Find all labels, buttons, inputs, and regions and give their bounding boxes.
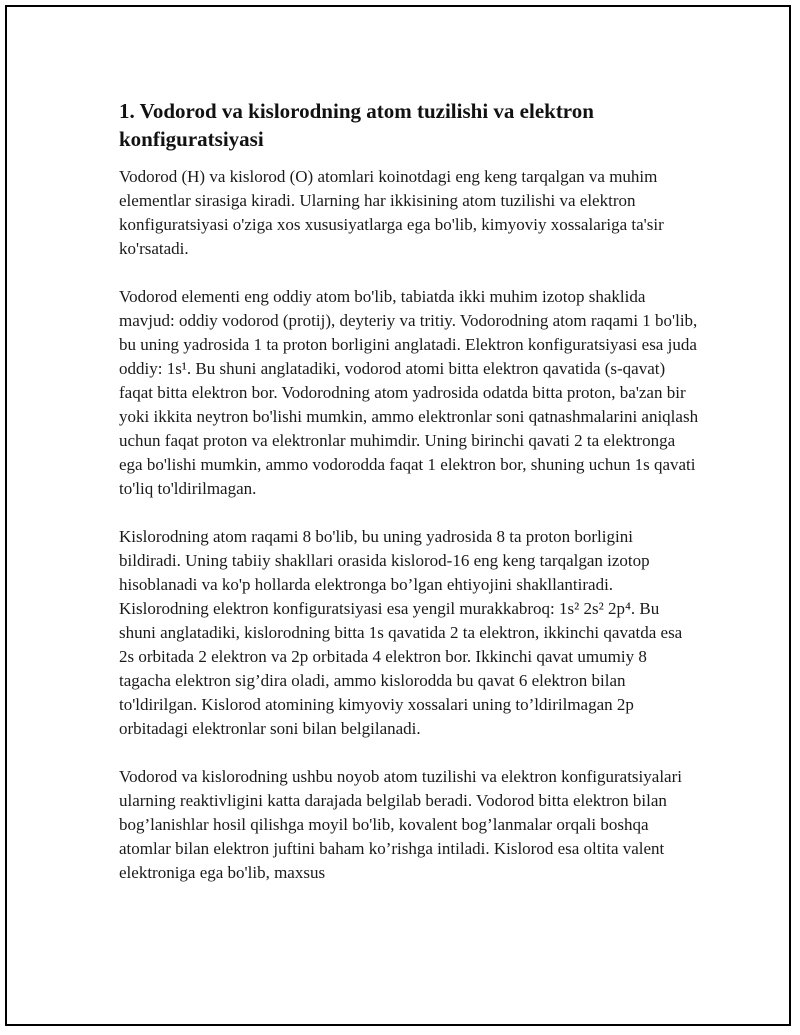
document-body bbox=[119, 97, 699, 909]
section-heading: 1. Vodorod va kislorodning atom tuzilishi va elektron konfiguratsiyasi bbox=[119, 99, 594, 151]
paragraph-hydrogen: Vodorod elementi eng oddiy atom bo'lib, tabiatda ikki muhim izotop shaklida mavjud: oddiy vodorod (protij), deyteriy va tritiy. Vodorodning atom raqami 1 bo'lib, bu uning yadrosida 1 ta proton borligini anglatadi. Elektron konfiguratsiyasi esa juda oddiy: 1s¹. Bu shuni anglatadiki, vodorod atomi bitta elektron qavatida (s-qavat) faqat bitta elektron bor. Vodorodning atom yadrosida odatda bitta proton, ba'zan bir yoki ikkita neytron bo'lishi mumkin, ammo elektronlar soni qatnashmalarini aniqlash uchun faqat proton va elektronlar muhimdir. Uning birinchi qavati 2 ta elektronga ega bo'lishi mumkin, ammo vodorodda faqat 1 elektron bor, shuning uchun 1s qavati to'liq to'ldirilmagan. bbox=[119, 287, 699, 498]
page-frame bbox=[5, 5, 791, 1026]
paragraph-oxygen: Kislorodning atom raqami 8 bo'lib, bu uning yadrosida 8 ta proton borligini bildiradi. Uning tabiiy shakllari orasida kislorod-16 eng keng tarqalgan izotop hisoblanadi va ko'p hollarda elektronga bo’lgan ehtiyojini shakllantiradi. Kislorodning elektron konfiguratsiyasi esa yengil murakkabroq: 1s² 2s² 2p⁴. Bu shuni anglatadiki, kislorodning bitta 1s qavatida 2 ta elektron, ikkinchi qavatda esa 2s orbitada 2 elektron va 2p orbitada 4 elektron bor. Ikkinchi qavat umumiy 8 tagacha elektron sig’dira oladi, ammo kislorodda bu qavat 6 elektron bilan to'ldirilgan. Kislorod atomining kimyoviy xossalari uning to’ldirilmagan 2p orbitadagi elektronlar soni bilan belgilanadi. bbox=[119, 527, 683, 738]
paragraph-comparison: Vodorod va kislorodning ushbu noyob atom tuzilishi va elektron konfiguratsiyalari ularning reaktivligini katta darajada belgilab beradi. Vodorod bitta elektron bilan bog’lanishlar hosil qilishga moyil bo'lib, kovalent bog’lanmalar orqali boshqa atomlar bilan elektron juftini baham ko’rishga intiladi. Kislorod esa oltita valent elektroniga ega bo'lib, maxsus bbox=[119, 767, 682, 882]
paragraph-intro: Vodorod (H) va kislorod (O) atomlari koinotdagi eng keng tarqalgan va muhim elementlar sirasiga kiradi. Ularning har ikkisining atom tuzilishi va elektron konfiguratsiyasi o'ziga xos xususiyatlarga ega bo'lib, kimyoviy xossalariga ta'sir ko'rsatadi. bbox=[119, 167, 664, 258]
